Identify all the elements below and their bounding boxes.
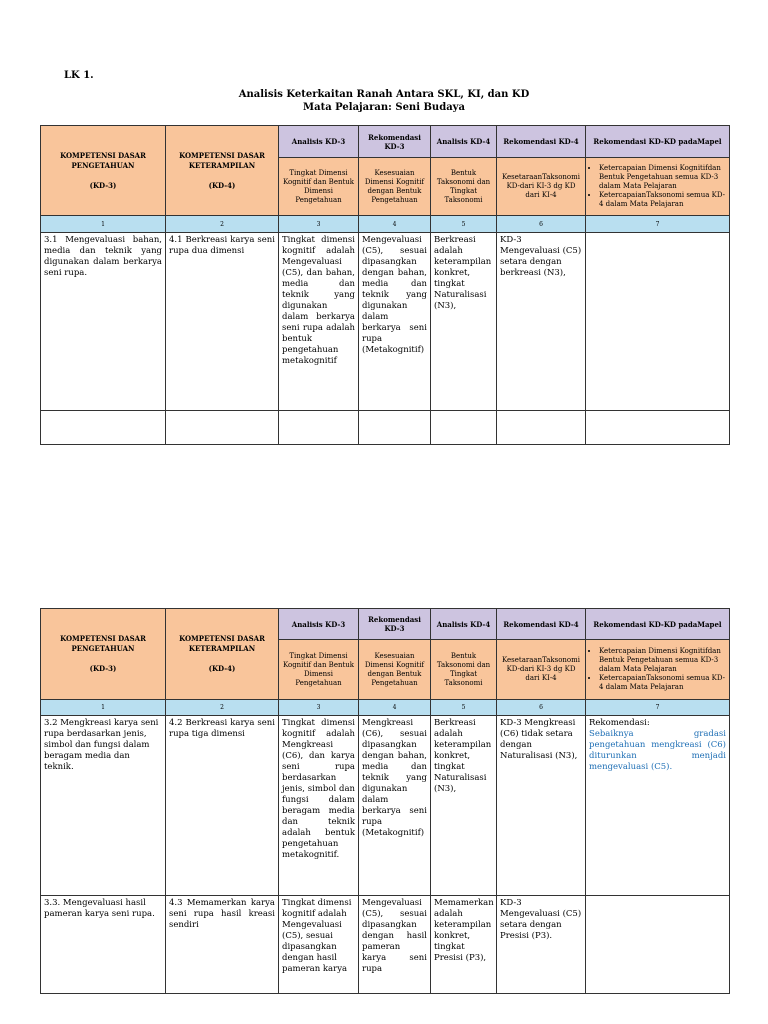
empty-cell	[431, 411, 497, 445]
header-analisis-kd4: Analisis KD-4	[431, 126, 497, 158]
column-number: 5	[431, 216, 497, 233]
column-number: 7	[586, 700, 730, 716]
empty-cell	[166, 411, 279, 445]
header-analisis-kd3: Analisis KD-3	[279, 126, 359, 158]
column-number: 6	[497, 216, 586, 233]
column-number: 6	[497, 700, 586, 716]
document-subtitle: Mata Pelajaran: Seni Budaya	[303, 102, 465, 113]
table-row	[41, 896, 730, 994]
header-kd4: KOMPETENSI DASAR KETERAMPILAN (KD-4)	[166, 609, 279, 700]
subheader-rekomendasi-kd4: KesetaraanTaksonomi KD-dari KI-3 dg KD dari KI-4	[497, 158, 586, 216]
header-analisis-kd4: Analisis KD-4	[431, 609, 497, 640]
subheader-rekomendasi-kd3: Kesesuaian Dimensi Kognitif dengan Bentuk Pengetahuan	[359, 158, 431, 216]
cell-rekomendasi-kd3: Mengkreasi (C6), sesuai dipasangkan dengan bahan, media dan teknik yang digunakan dalam berkarya seni rupa (Metakognitif)	[359, 716, 431, 896]
column-number: 2	[166, 216, 279, 233]
column-number: 1	[41, 216, 166, 233]
analysis-table-1	[40, 125, 730, 445]
header-rekomendasi-mapel: Rekomendasi KD-KD padaMapel	[586, 126, 730, 158]
header-rekomendasi-kd3: Rekomendasi KD-3	[359, 126, 431, 158]
cell-rekomendasi-mapel	[586, 896, 730, 994]
cell-rekomendasi-mapel	[586, 233, 730, 411]
header-rekomendasi-mapel: Rekomendasi KD-KD padaMapel	[586, 609, 730, 640]
cell-kd3: 3.1 Mengevaluasi bahan, media dan teknik yang digunakan dalam berkarya seni rupa.	[41, 233, 166, 411]
header-rekomendasi-kd4: Rekomendasi KD-4	[497, 609, 586, 640]
column-number: 4	[359, 216, 431, 233]
header-rekomendasi-kd4: Rekomendasi KD-4	[497, 126, 586, 158]
empty-cell	[359, 411, 431, 445]
cell-analisis-kd3: Tingkat dimensi kognitif adalah Mengkreasi (C6), dan karya seni rupa berdasarkan jenis, simbol dan fungsi dalam beragam media dan teknik adalah bentuk pengetahuan metakognitif.	[279, 716, 359, 896]
header-kd4: KOMPETENSI DASAR KETERAMPILAN (KD-4)	[166, 126, 279, 216]
column-number: 1	[41, 700, 166, 716]
table-row	[41, 411, 730, 445]
empty-cell	[497, 411, 586, 445]
cell-rekomendasi-kd3: Mengevaluasi (C5), sesuai dipasangkan dengan hasil pameran karya seni rupa	[359, 896, 431, 994]
table-row	[41, 716, 730, 896]
header-analisis-kd3: Analisis KD-3	[279, 609, 359, 640]
column-number: 3	[279, 216, 359, 233]
cell-rekomendasi-kd4: KD-3 Mengkreasi (C6) tidak setara dengan Naturalisasi (N3),	[497, 716, 586, 896]
subheader-analisis-kd4: Bentuk Taksonomi dan Tingkat Taksonomi	[431, 640, 497, 700]
empty-cell	[279, 411, 359, 445]
subheader-analisis-kd3: Tingkat Dimensi Kognitif dan Bentuk Dimensi Pengetahuan	[279, 158, 359, 216]
cell-rekomendasi-kd4: KD-3 Mengevaluasi (C5) setara dengan Presisi (P3).	[497, 896, 586, 994]
cell-rekomendasi-mapel	[586, 716, 730, 896]
column-number: 3	[279, 700, 359, 716]
subheader-rekomendasi-kd4: KesetaraanTaksonomi KD-dari KI-3 dg KD dari KI-4	[497, 640, 586, 700]
cell-rekomendasi-kd4: KD-3 Mengevaluasi (C5) setara dengan berkreasi (N3),	[497, 233, 586, 411]
cell-analisis-kd3: Tingkat dimensi kognitif adalah Mengevaluasi (C5), dan bahan, media dan teknik yang digunakan dalam berkarya seni rupa adalah bentuk pengetahuan metakognitif	[279, 233, 359, 411]
table-row	[41, 233, 730, 411]
document-title: Analisis Keterkaitan Ranah Antara SKL, KI, dan KD	[238, 89, 530, 100]
cell-analisis-kd4: Berkreasi adalah keterampilan konkret, tingkat Naturalisasi (N3),	[431, 233, 497, 411]
subheader-analisis-kd3: Tingkat Dimensi Kognitif dan Bentuk Dimensi Pengetahuan	[279, 640, 359, 700]
document-label: LK 1.	[64, 70, 94, 81]
cell-analisis-kd4: Memamerkan adalah keterampilan konkret, tingkat Presisi (P3),	[431, 896, 497, 994]
cell-kd3: 3.3. Mengevaluasi hasil pameran karya seni rupa.	[41, 896, 166, 994]
cell-analisis-kd4: Berkreasi adalah keterampilan konkret, tingkat Naturalisasi (N3),	[431, 716, 497, 896]
cell-rekomendasi-kd3: Mengevaluasi (C5), sesuai dipasangkan dengan bahan, media dan teknik yang digunakan dalam berkarya seni rupa (Metakognitif)	[359, 233, 431, 411]
cell-kd4: 4.1 Berkreasi karya seni rupa dua dimensi	[166, 233, 279, 411]
header-rekomendasi-kd3: Rekomendasi KD-3	[359, 609, 431, 640]
column-number: 4	[359, 700, 431, 716]
subheader-rekomendasi-mapel: • Ketercapaian Dimensi Kognitifdan Bentuk Pengetahuan semua KD-3 dalam Mata Pelajaran • KetercapaianTaksonomi semua KD-4 dalam Mata Pelajaran	[586, 158, 730, 216]
column-number: 7	[586, 216, 730, 233]
column-number: 2	[166, 700, 279, 716]
subheader-rekomendasi-kd3: Kesesuaian Dimensi Kognitif dengan Bentuk Pengetahuan	[359, 640, 431, 700]
empty-cell	[41, 411, 166, 445]
header-kd3: KOMPETENSI DASAR PENGETAHUAN (KD-3)	[41, 609, 166, 700]
cell-kd4: 4.3 Memamerkan karya seni rupa hasil kreasi sendiri	[166, 896, 279, 994]
empty-cell	[586, 411, 730, 445]
subheader-analisis-kd4: Bentuk Taksonomi dan Tingkat Taksonomi	[431, 158, 497, 216]
rekomendasi-label: Rekomendasi:	[589, 718, 650, 728]
cell-kd3: 3.2 Mengkreasi karya seni rupa berdasarkan jenis, simbol dan fungsi dalam beragam media dan teknik.	[41, 716, 166, 896]
rekomendasi-text: Sebaiknya gradasi pengetahuan mengkreasi (C6) diturunkan menjadi mengevaluasi (C5).	[589, 729, 726, 772]
analysis-table-2	[40, 608, 730, 994]
column-number: 5	[431, 700, 497, 716]
header-kd3: KOMPETENSI DASAR PENGETAHUAN (KD-3)	[41, 126, 166, 216]
cell-analisis-kd3: Tingkat dimensi kognitif adalah Mengevaluasi (C5), sesuai dipasangkan dengan hasil pameran karya	[279, 896, 359, 994]
subheader-rekomendasi-mapel: • Ketercapaian Dimensi Kognitifdan Bentuk Pengetahuan semua KD-3 dalam Mata Pelajaran • KetercapaianTaksonomi semua KD-4 dalam Mata Pelajaran	[586, 640, 730, 700]
cell-kd4: 4.2 Berkreasi karya seni rupa tiga dimensi	[166, 716, 279, 896]
